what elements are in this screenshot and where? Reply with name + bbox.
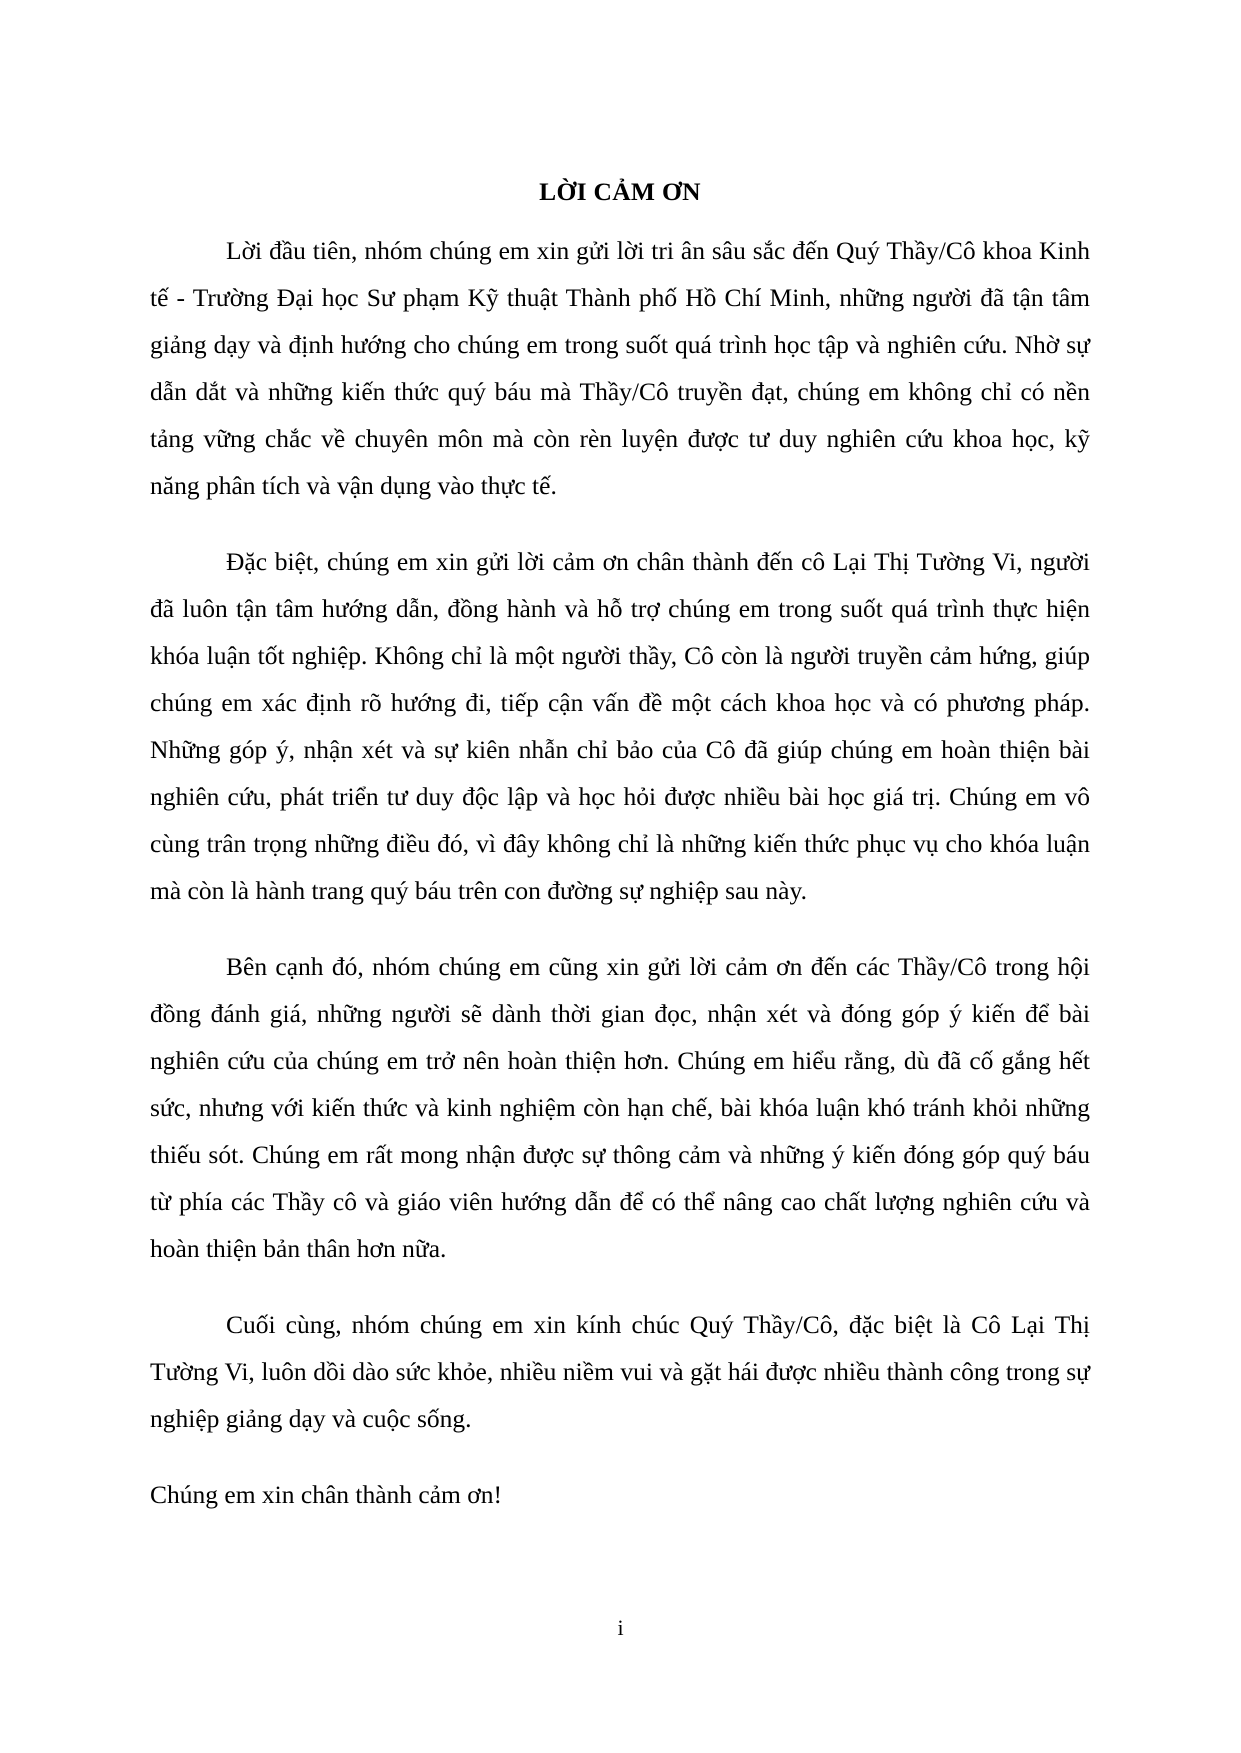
paragraph-intro: Lời đầu tiên, nhóm chúng em xin gửi lời tri ân sâu sắc đến Quý Thầy/Cô khoa Kinh tế - Trường Đại học Sư phạm Kỹ thuật Thành phố Hồ Chí Minh, những người đã tận tâm giảng dạy và định hướng cho chúng em trong suốt quá trình học tập và nghiên cứu. Nhờ sự dẫn dắt và những kiến thức quý báu mà Thầy/Cô truyền đạt, chúng em không chỉ có nền tảng vững chắc về chuyên môn mà còn rèn luyện được tư duy nghiên cứu khoa học, kỹ năng phân tích và vận dụng vào thực tế. — [150, 236, 1090, 500]
page-title: LỜI CẢM ƠN — [539, 177, 701, 206]
paragraph-advisor-thanks: Đặc biệt, chúng em xin gửi lời cảm ơn chân thành đến cô Lại Thị Tường Vi, người đã luôn tận tâm hướng dẫn, đồng hành và hỗ trợ chúng em trong suốt quá trình thực hiện khóa luận tốt nghiệp. Không chỉ là một người thầy, Cô còn là người truyền cảm hứng, giúp chúng em xác định rõ hướng đi, tiếp cận vấn đề một cách khoa học và có phương pháp. Những góp ý, nhận xét và sự kiên nhẫn chỉ bảo của Cô đã giúp chúng em hoàn thiện bài nghiên cứu, phát triển tư duy độc lập và học hỏi được nhiều bài học giá trị. Chúng em vô cùng trân trọng những điều đó, vì đây không chỉ là những kiến thức phục vụ cho khóa luận mà còn là hành trang quý báu trên con đường sự nghiệp sau này. — [150, 547, 1090, 905]
page-number: i — [617, 1615, 624, 1640]
closing-line: Chúng em xin chân thành cảm ơn! — [150, 1480, 502, 1509]
paragraph-wishes: Cuối cùng, nhóm chúng em xin kính chúc Quý Thầy/Cô, đặc biệt là Cô Lại Thị Tường Vi, luôn dồi dào sức khỏe, nhiều niềm vui và gặt hái được nhiều thành công trong sự nghiệp giảng dạy và cuộc sống. — [150, 1310, 1090, 1433]
page-content — [150, 175, 1090, 1518]
paragraph-committee-thanks: Bên cạnh đó, nhóm chúng em cũng xin gửi lời cảm ơn đến các Thầy/Cô trong hội đồng đánh giá, những người sẽ dành thời gian đọc, nhận xét và đóng góp ý kiến để bài nghiên cứu của chúng em trở nên hoàn thiện hơn. Chúng em hiểu rằng, dù đã cố gắng hết sức, nhưng với kiến thức và kinh nghiệm còn hạn chế, bài khóa luận khó tránh khỏi những thiếu sót. Chúng em rất mong nhận được sự thông cảm và những ý kiến đóng góp quý báu từ phía các Thầy cô và giáo viên hướng dẫn để có thể nâng cao chất lượng nghiên cứu và hoàn thiện bản thân hơn nữa. — [150, 952, 1090, 1263]
